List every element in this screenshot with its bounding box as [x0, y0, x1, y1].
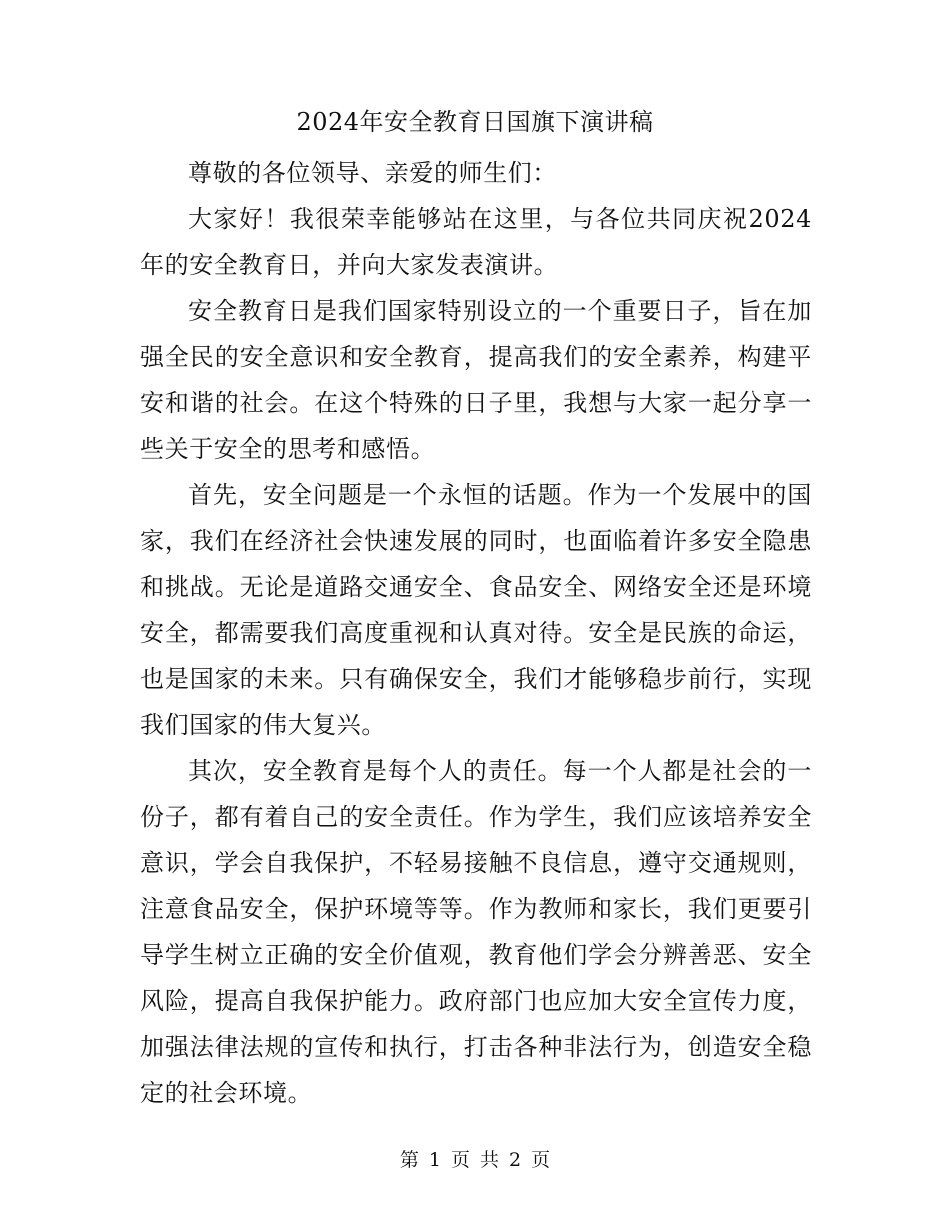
first-point-paragraph: 首先，安全问题是一个永恒的话题。作为一个发展中的国家，我们在经济社会快速发展的同时，也面临着许多安全隐患和挑战。无论是道路交通安全、食品安全、网络安全还是环境安全，都需要我们高度重视和认真对待。安全是民族的命运，也是国家的未来。只有确保安全，我们才能够稳步前行，实现我们国家的伟大复兴。 [140, 481, 812, 739]
greeting-paragraph: 大家好！我很荣幸能够站在这里，与各位共同庆祝2024年的安全教育日，并向大家发表演讲。 [140, 205, 812, 279]
document-title: 2024年安全教育日国旗下演讲稿 [296, 108, 654, 136]
intro-paragraph: 安全教育日是我们国家特别设立的一个重要日子，旨在加强全民的安全意识和安全教育，提高我们的安全素养，构建平安和谐的社会。在这个特殊的日子里，我想与大家一起分享一些关于安全的思考和感悟。 [140, 297, 812, 463]
second-point-paragraph: 其次，安全教育是每个人的责任。每一个人都是社会的一份子，都有着自己的安全责任。作为学生，我们应该培养安全意识，学会自我保护，不轻易接触不良信息，遵守交通规则，注意食品安全，保护环境等等。作为教师和家长，我们更要引导学生树立正确的安全价值观，教育他们学会分辨善恶、安全风险，提高自我保护能力。政府部门也应加大安全宣传力度，加强法律法规的宣传和执行，打击各种非法行为，创造安全稳定的社会环境。 [140, 757, 812, 1107]
salutation-paragraph: 尊敬的各位领导、亲爱的师生们： [188, 159, 557, 187]
document-body [140, 150, 812, 1116]
page-number-footer: 第 1 页 共 2 页 [399, 1149, 551, 1171]
